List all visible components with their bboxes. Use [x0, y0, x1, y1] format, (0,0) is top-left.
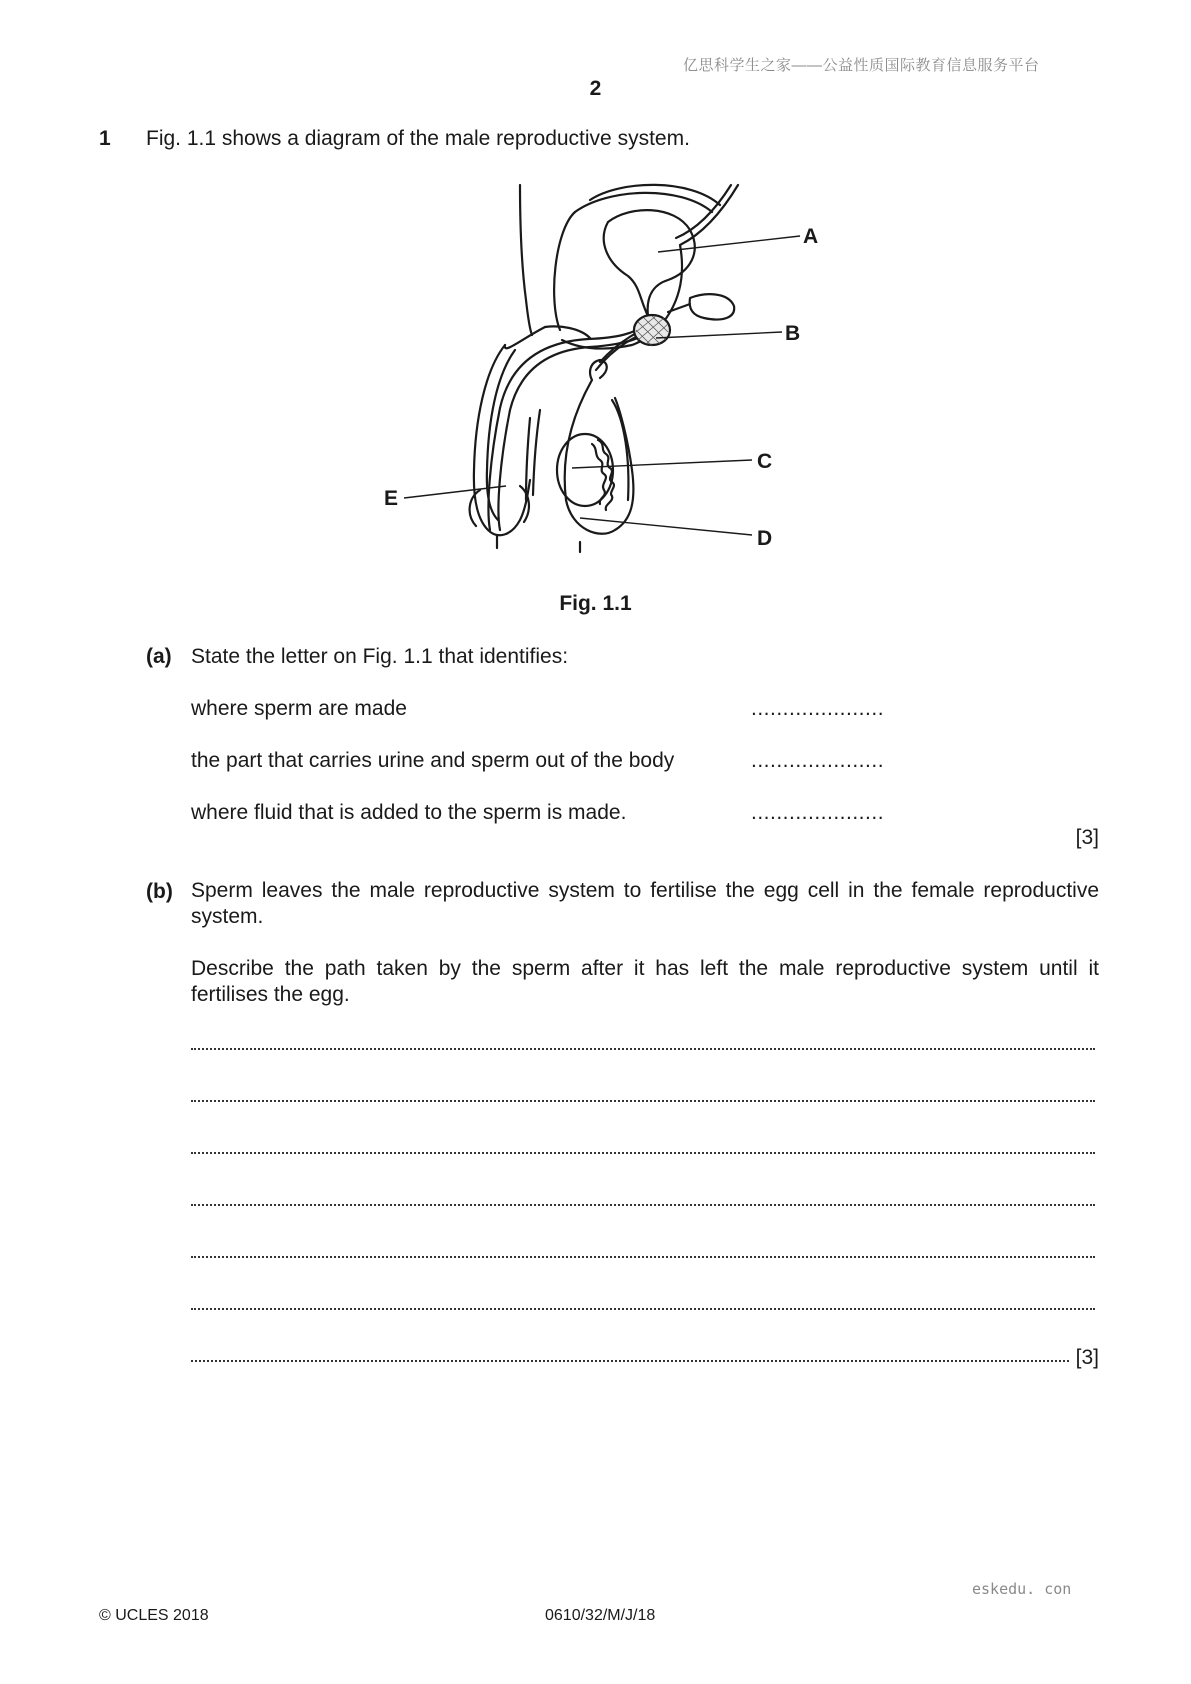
paper-code: 0610/32/M/J/18	[545, 1607, 656, 1624]
figure-caption: Fig. 1.1	[559, 592, 632, 615]
label-a: A	[803, 225, 819, 248]
answer-line[interactable]	[191, 1148, 1095, 1154]
leader-e	[404, 486, 506, 498]
header-watermark: 亿思科学生之家——公益性质国际教育信息服务平台	[683, 57, 1040, 74]
part-a-marks: [3]	[1075, 826, 1099, 849]
label-c: C	[757, 450, 773, 473]
part-a-prompt: State the letter on Fig. 1.1 that identifies:	[191, 645, 569, 668]
part-a-row-3-text: where fluid that is added to the sperm is made.	[191, 801, 627, 824]
answer-line[interactable]	[191, 1304, 1095, 1310]
question-intro: Fig. 1.1 shows a diagram of the male reproductive system.	[146, 127, 690, 150]
answer-line[interactable]	[191, 1096, 1095, 1102]
part-a-row-2-answer[interactable]: .....................	[751, 749, 885, 772]
part-b-label: (b)	[146, 880, 173, 903]
label-e: E	[384, 487, 399, 510]
part-b-marks: [3]	[1075, 1346, 1099, 1369]
part-a-row-1-answer[interactable]: .....................	[751, 697, 885, 720]
copyright: © UCLES 2018	[99, 1607, 209, 1624]
male-reproductive-diagram	[370, 178, 830, 558]
part-a-row-1-text: where sperm are made	[191, 697, 407, 720]
label-b: B	[785, 322, 801, 345]
part-a-row-2-text: the part that carries urine and sperm out of the body	[191, 749, 675, 772]
part-a-row-3-answer[interactable]: .....................	[751, 801, 885, 824]
label-d: D	[757, 527, 773, 550]
page-number: 2	[589, 77, 602, 100]
answer-line[interactable]	[191, 1356, 1069, 1362]
footer-watermark: eskedu. con	[972, 1580, 1072, 1598]
answer-line[interactable]	[191, 1200, 1095, 1206]
part-b-instruction: Describe the path taken by the sperm after it has left the male reproductive system until it fertilises the egg.	[191, 957, 1099, 1006]
leader-c	[572, 460, 752, 468]
leader-a	[658, 236, 800, 252]
answer-line[interactable]	[191, 1044, 1095, 1050]
leader-b	[656, 332, 782, 338]
answer-line[interactable]	[191, 1252, 1095, 1258]
part-b-prompt: Sperm leaves the male reproductive system to fertilise the egg cell in the female reproductive system.	[191, 879, 1099, 928]
part-a-label: (a)	[146, 645, 172, 668]
question-number: 1	[99, 127, 111, 150]
